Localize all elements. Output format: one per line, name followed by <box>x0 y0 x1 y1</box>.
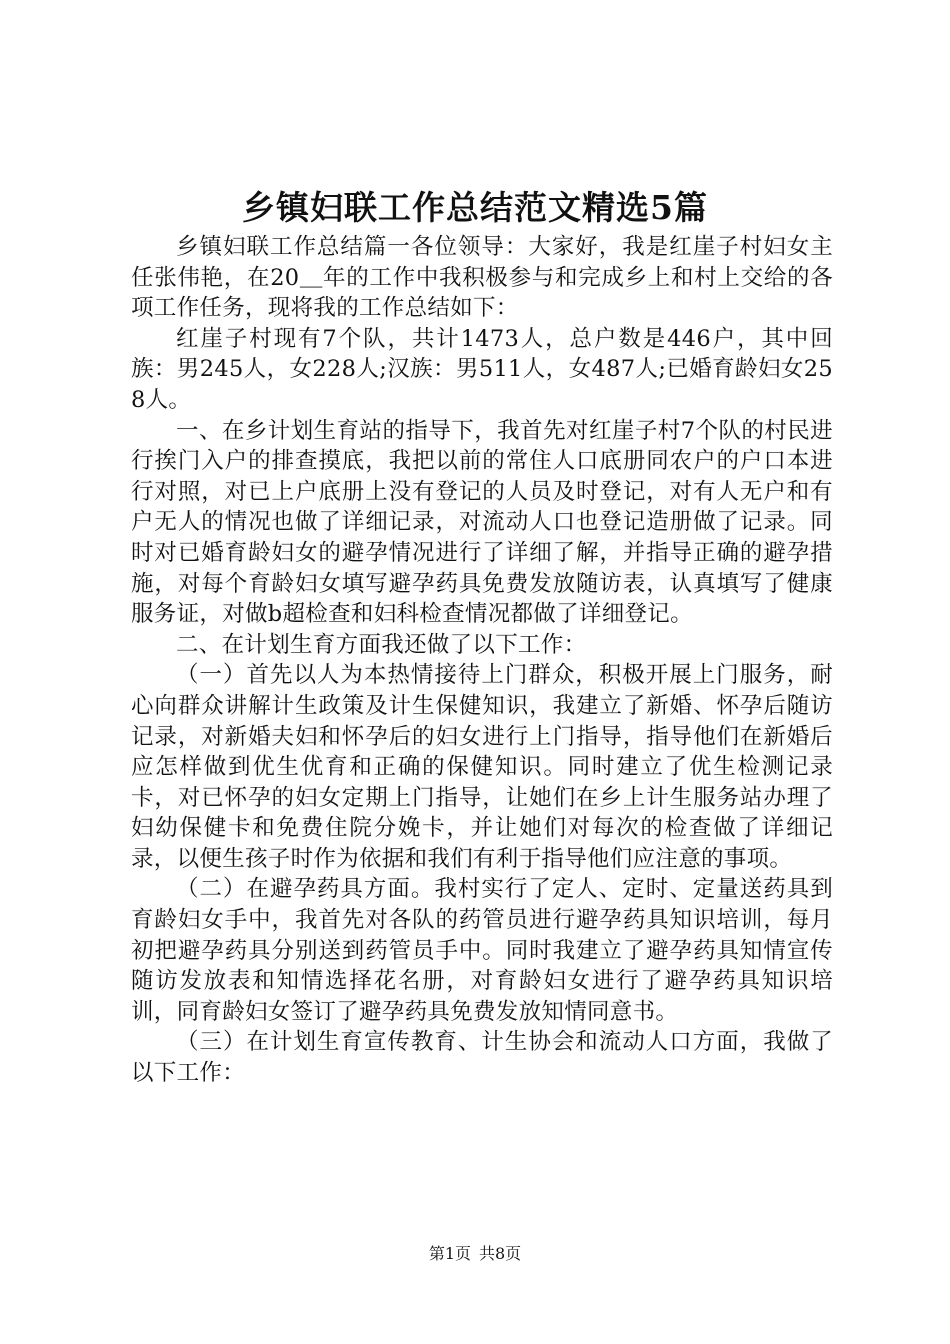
paragraph: 乡镇妇联工作总结篇一各位领导：大家好，我是红崖子村妇女主任张伟艳，在20＿年的工作中我积极参与和完成乡上和村上交给的各项工作任务，现将我的工作总结如下： <box>131 234 833 322</box>
paragraph: 二、在计划生育方面我还做了以下工作： <box>176 631 587 658</box>
page-total: 共8页 <box>479 1244 522 1263</box>
paragraph: （二）在避孕药具方面。我村实行了定人、定时、定量送药具到育龄妇女手中，我首先对各队的药管员进行避孕药具知识培训，每月初把避孕药具分别送到药管员手中。同时我建立了避孕药具知情宣传随访发放表和知情选择花名册，对育龄妇女进行了避孕药具知识培训，同育龄妇女签订了避孕药具免费发放知情同意书。 <box>131 876 833 1025</box>
paragraph: 一、在乡计划生育站的指导下，我首先对红崖子村7个队的村民进行挨门入户的排查摸底，我把以前的常住人口底册同农户的户口本进行对照，对已上户底册上没有登记的人员及时登记，对有人无户和有户无人的情况也做了详细记录，对流动人口也登记造册做了记录。同时对已婚育龄妇女的避孕情况进行了详细了解，并指导正确的避孕措施，对每个育龄妇女填写避孕药具免费发放随访表，认真填写了健康服务证，对做b超检查和妇科检查情况都做了详细登记。 <box>131 417 833 628</box>
paragraph: （三）在计划生育宣传教育、计生协会和流动人口方面，我做了以下工作： <box>131 1029 833 1087</box>
document-title: 乡镇妇联工作总结范文精选5篇 <box>242 188 708 227</box>
document-body <box>131 232 833 1089</box>
page-footer <box>0 1243 950 1265</box>
paragraph: （一）首先以人为本热情接待上门群众，积极开展上门服务，耐心向群众讲解计生政策及计生保健知识，我建立了新婚、怀孕后随访记录，对新婚夫妇和怀孕后的妇女进行上门指导，指导他们在新婚后应怎样做到优生优育和正确的保健知识。同时建立了优生检测记录卡，对已怀孕的妇女定期上门指导，让她们在乡上计生服务站办理了妇幼保健卡和免费住院分娩卡，并让她们对每次的检查做了详细记录，以便生孩子时作为依据和我们有利于指导他们应注意的事项。 <box>131 662 833 872</box>
page-number: 第1页 <box>428 1244 471 1263</box>
paragraph: 红崖子村现有7个队，共计1473人，总户数是446户，其中回族：男245人，女228人;汉族：男511人，女487人;已婚育龄妇女258人。 <box>131 325 833 413</box>
